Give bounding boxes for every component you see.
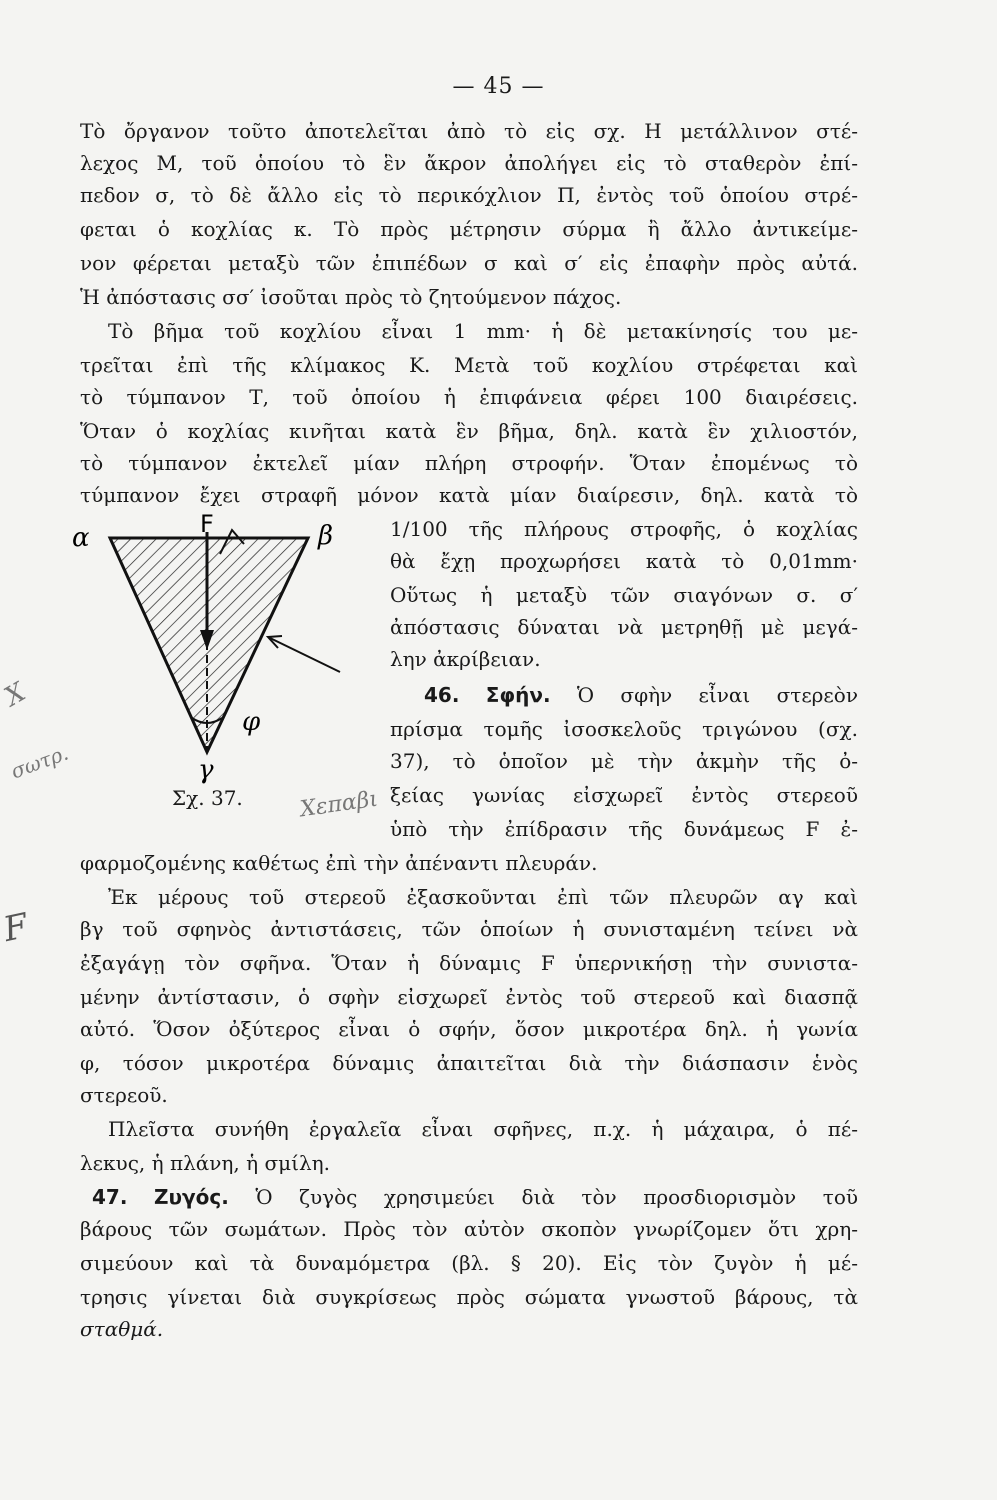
- label-gamma: γ: [198, 755, 214, 785]
- text-line: αὐτό. Ὅσον ὀξύτερος εἶναι ὁ σφήν, ὅσον μικροτέρα δηλ. ἡ γωνία: [80, 1017, 858, 1041]
- label-force-F: F: [200, 510, 214, 538]
- text-line: 1/100 τῆς πλήρους στροφῆς, ὁ κοχλίας: [390, 517, 858, 541]
- text-line: λην ἀκρίβειαν.: [390, 647, 541, 671]
- text-line: 37), τὸ ὁποῖον μὲ τὴν ἀκμὴν τῆς ὀ-: [390, 749, 858, 773]
- resistance-arrow: [270, 638, 340, 672]
- text-line: φεται ὁ κοχλίας κ. Τὸ πρὸς μέτρησιν σύρμα ἢ ἄλλο ἀντικείμε-: [80, 217, 858, 241]
- text-line: τὸ τύμπανον Τ, τοῦ ὁποίου ἡ ἐπιφάνεια φέρει 100 διαιρέσεις.: [80, 385, 858, 409]
- text-line: ἀπόστασις δύναται νὰ μετρηθῇ μὲ μεγά-: [390, 615, 858, 639]
- text-line: βγ τοῦ σφηνὸς ἀντιστάσεις, τῶν ὁποίων ἡ συνισταμένη τείνει νὰ: [80, 917, 858, 941]
- section-number: 46.: [424, 683, 460, 707]
- wedge-figure: [70, 510, 370, 790]
- section-46-heading-line: [424, 682, 858, 708]
- section-number: 47.: [92, 1185, 128, 1209]
- text-line: πρίσμα τομῆς ἰσοσκελοῦς τριγώνου (σχ.: [390, 717, 858, 741]
- section-text: Ὁ σφὴν εἶναι στερεὸν: [576, 683, 858, 707]
- text-line: Ὅταν ὁ κοχλίας κινῆται κατὰ ἓν βῆμα, δηλ. κατὰ ἓν χιλιοστόν,: [80, 419, 858, 443]
- text-line: νον φέρεται μεταξὺ τῶν ἐπιπέδων σ καὶ σ′ εἰς ἐπαφὴν πρὸς αὐτά.: [80, 251, 858, 275]
- text-line: Ἡ ἀπόστασις σσ′ ἰσοῦται πρὸς τὸ ζητούμενον πάχος.: [80, 285, 622, 309]
- text-line: μένην ἀντίστασιν, ὁ σφὴν εἰσχωρεῖ ἐντὸς τοῦ στερεοῦ καὶ διασπᾷ: [80, 985, 858, 1009]
- label-beta: β: [318, 521, 334, 551]
- text-line-italic: σταθμά.: [80, 1317, 164, 1341]
- text-line: σιμεύουν καὶ τὰ δυναμόμετρα (βλ. § 20). Εἰς τὸν ζυγὸν ἡ μέ-: [80, 1251, 858, 1275]
- text-line: Ἐκ μέρους τοῦ στερεοῦ ἐξασκοῦνται ἐπὶ τῶν πλευρῶν αγ καὶ: [108, 885, 858, 909]
- text-line: πεδον σ, τὸ δὲ ἄλλο εἰς τὸ περικόχλιον Π, ἐντὸς τοῦ ὁποίου στρέ-: [80, 183, 858, 207]
- text-line: ἐξαγάγῃ τὸν σφῆνα. Ὅταν ἡ δύναμις F ὑπερνικήσῃ τὴν συνιστα-: [80, 951, 858, 975]
- margin-note: Χεπαβι: [298, 786, 380, 823]
- margin-note: σωτρ.: [7, 740, 72, 784]
- label-alpha: α: [72, 523, 90, 553]
- margin-note: X: [0, 677, 31, 713]
- text-line: Τὸ βῆμα τοῦ κοχλίου εἶναι 1 mm· ἡ δὲ μετακίνησίς του με-: [108, 319, 858, 343]
- text-line: ὑπὸ τὴν ἐπίδρασιν τῆς δυνάμεως F ἐ-: [390, 817, 858, 841]
- section-text: Ὁ ζυγὸς χρησιμεύει διὰ τὸν προσδιορισμὸν τοῦ: [255, 1185, 859, 1209]
- section-title: Σφήν.: [485, 683, 551, 707]
- text-line: στερεοῦ.: [80, 1083, 168, 1107]
- text-line: Οὕτως ἡ μεταξὺ τῶν σιαγόνων σ. σ′: [390, 583, 858, 607]
- section-47-heading-line: [92, 1184, 858, 1210]
- text-line: φ, τόσον μικροτέρα δύναμις ἀπαιτεῖται διὰ τὴν διάσπασιν ἑνὸς: [80, 1051, 858, 1075]
- text-line: λεκυς, ἡ πλάνη, ἡ σμίλη.: [80, 1151, 330, 1175]
- text-line: φαρμοζομένης καθέτως ἐπὶ τὴν ἀπέναντι πλευράν.: [80, 851, 598, 875]
- label-phi: φ: [242, 707, 261, 737]
- text-line: βάρους τῶν σωμάτων. Πρὸς τὸν αὐτὸν σκοπὸν γνωρίζομεν ὅτι χρη-: [80, 1217, 858, 1241]
- text-line: Πλεῖστα συνήθη ἐργαλεῖα εἶναι σφῆνες, π.χ. ἡ μάχαιρα, ὁ πέ-: [108, 1117, 858, 1141]
- page-number: — 45 —: [452, 74, 545, 99]
- section-title: Ζυγός.: [154, 1185, 229, 1209]
- text-line: τρεῖται ἐπὶ τῆς κλίμακος Κ. Μετὰ τοῦ κοχλίου στρέφεται καὶ: [80, 353, 858, 377]
- text-line: θὰ ἔχῃ προχωρήσει κατὰ τὸ 0,01mm·: [390, 549, 858, 573]
- figure-caption: Σχ. 37.: [172, 786, 243, 810]
- text-line: Τὸ ὄργανον τοῦτο ἀποτελεῖται ἀπὸ τὸ εἰς σχ. Η μετάλλινον στέ-: [80, 119, 858, 143]
- text-line: τὸ τύμπανον ἐκτελεῖ μίαν πλήρη στροφήν. Ὅταν ἐπομένως τὸ: [80, 451, 858, 475]
- text-line: τύμπανον ἔχει στραφῆ μόνον κατὰ μίαν διαίρεσιν, δηλ. κατὰ τὸ: [80, 483, 858, 507]
- text-line: ξείας γωνίας εἰσχωρεῖ ἐντὸς στερεοῦ: [390, 783, 858, 807]
- text-line: λεχος Μ, τοῦ ὁποίου τὸ ἓν ἄκρον ἀπολήγει εἰς τὸ σταθερὸν ἐπί-: [80, 151, 858, 175]
- margin-note: F: [0, 905, 32, 951]
- text-line: τρησις γίνεται διὰ συγκρίσεως πρὸς σώματα γνωστοῦ βάρους, τὰ: [80, 1285, 858, 1309]
